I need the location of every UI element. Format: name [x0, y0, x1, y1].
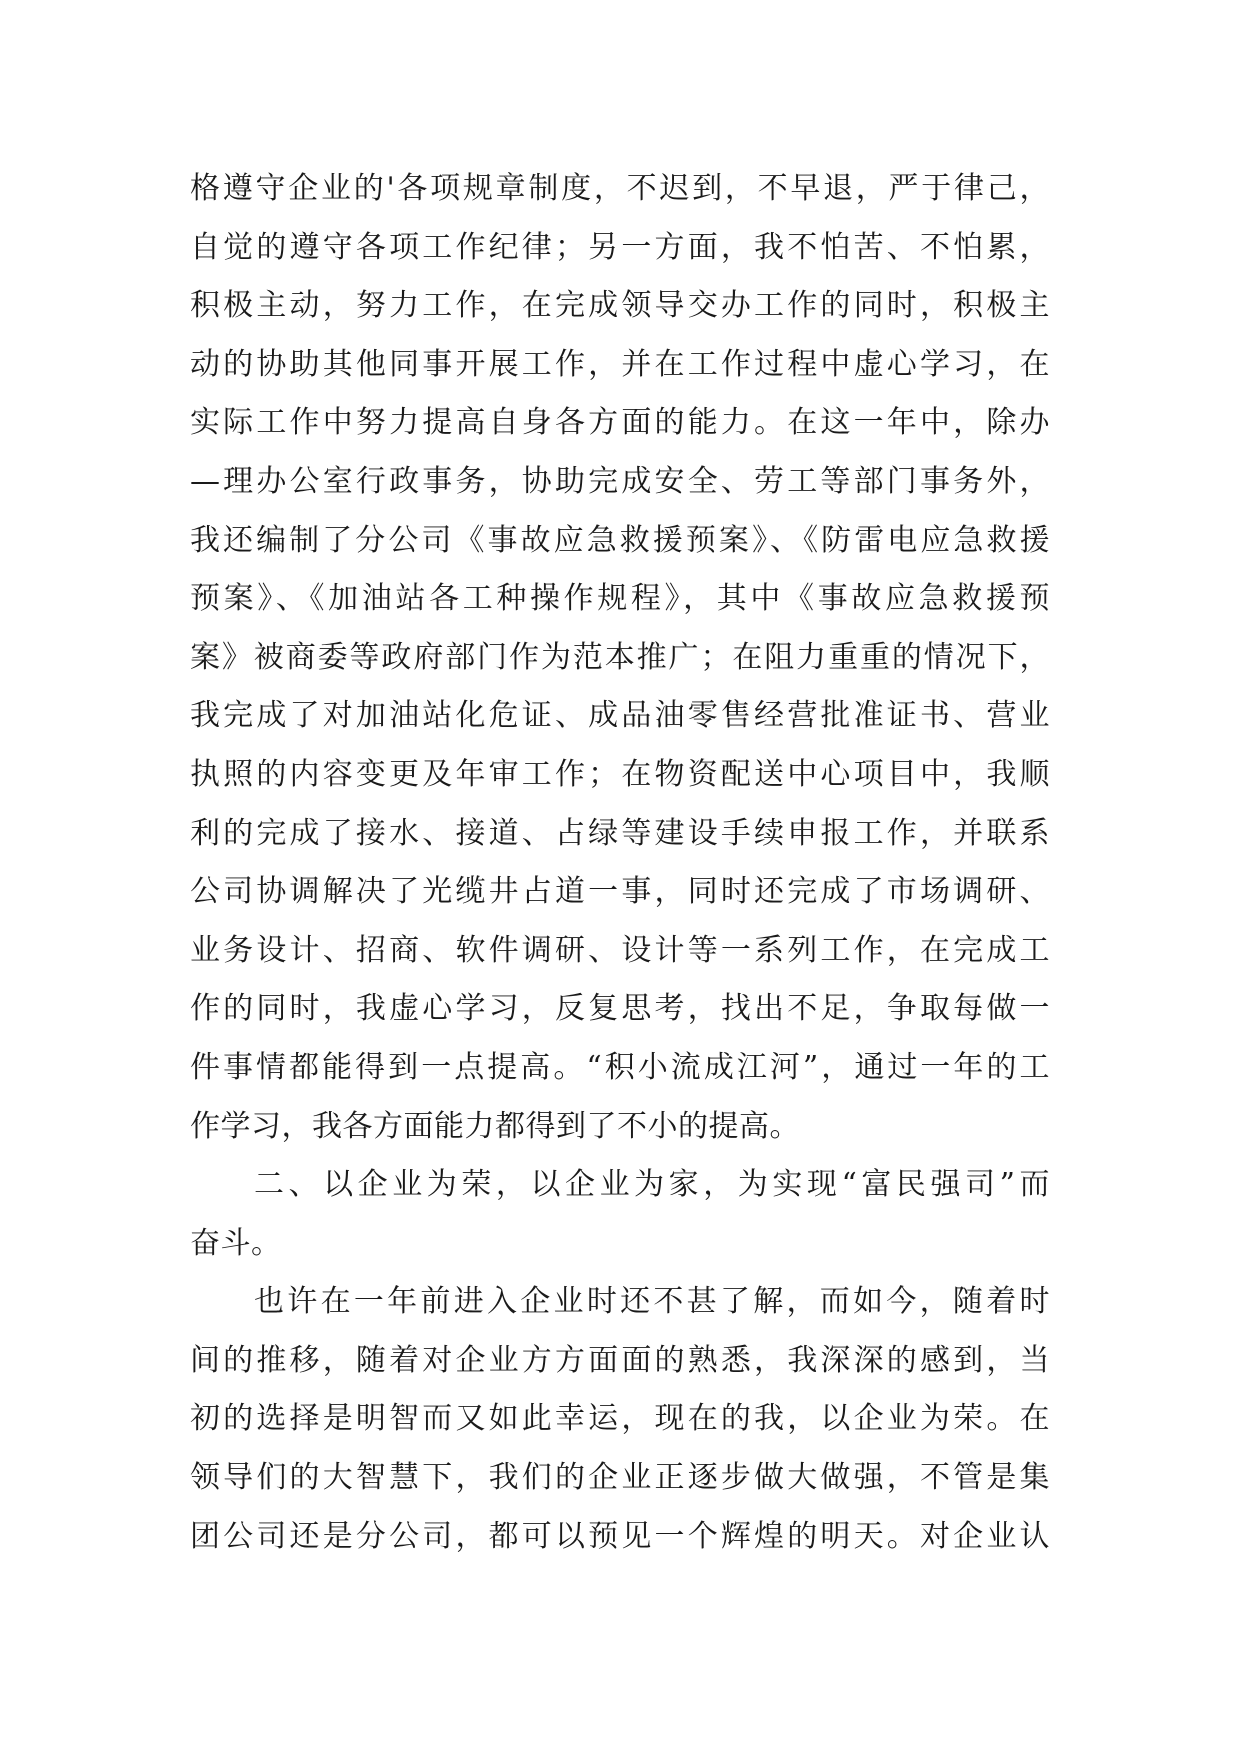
text-line: 团公司还是分公司，都可以预见一个辉煌的明天。对企业认	[190, 1518, 1050, 1554]
body-text	[190, 160, 1050, 1566]
text-line: 公司协调解决了光缆井占道一事，同时还完成了市场调研、	[190, 874, 1050, 910]
text-line: 格遵守企业的'各项规章制度，不迟到，不早退，严于律己，	[190, 171, 1050, 206]
section-heading-line: 二、以企业为荣，以企业为家，为实现“富民强司”而	[254, 1167, 1050, 1203]
text-line: 初的选择是明智而又如此幸运，现在的我，以企业为荣。在	[190, 1401, 1050, 1437]
text-line: 自觉的遵守各项工作纪律；另一方面，我不怕苦、不怕累，	[190, 229, 1050, 265]
text-line: 利的完成了接水、接道、占绿等建设手续申报工作，并联系	[190, 815, 1050, 851]
text-line: 我完成了对加油站化危证、成品油零售经营批准证书、营业	[190, 698, 1050, 734]
text-line: 作的同时，我虚心学习，反复思考，找出不足，争取每做一	[190, 991, 1050, 1027]
text-line: 执照的内容变更及年审工作；在物资配送中心项目中，我顺	[190, 756, 1050, 792]
text-line: 案》被商委等政府部门作为范本推广；在阻力重重的情况下，	[190, 639, 1050, 675]
text-line: 实际工作中努力提高自身各方面的能力。在这一年中，除办	[190, 405, 1050, 441]
text-line: 也许在一年前进入企业时还不甚了解，而如今，随着时	[254, 1284, 1050, 1320]
text-line: 积极主动，努力工作，在完成领导交办工作的同时，积极主	[190, 288, 1050, 324]
text-line: 动的协助其他同事开展工作，并在工作过程中虚心学习，在	[190, 346, 1050, 382]
text-line: 件事情都能得到一点提高。“积小流成江河”，通过一年的工	[190, 1049, 1050, 1085]
text-line: —理办公室行政事务，协助完成安全、劳工等部门事务外，	[190, 463, 1050, 499]
text-line: 领导们的大智慧下，我们的企业正逐步做大做强，不管是集	[190, 1460, 1050, 1496]
section-heading-line: 奋斗。	[190, 1225, 282, 1261]
text-line: 业务设计、招商、软件调研、设计等一系列工作，在完成工	[190, 932, 1050, 968]
text-line: 作学习，我各方面能力都得到了不小的提高。	[190, 1108, 800, 1144]
text-line: 预案》、《加油站各工种操作规程》，其中《事故应急救援预	[190, 581, 1050, 617]
text-line: 间的推移，随着对企业方方面面的熟悉，我深深的感到，当	[190, 1342, 1050, 1378]
text-line: 我还编制了分公司《事故应急救援预案》、《防雷电应急救援	[190, 522, 1050, 558]
